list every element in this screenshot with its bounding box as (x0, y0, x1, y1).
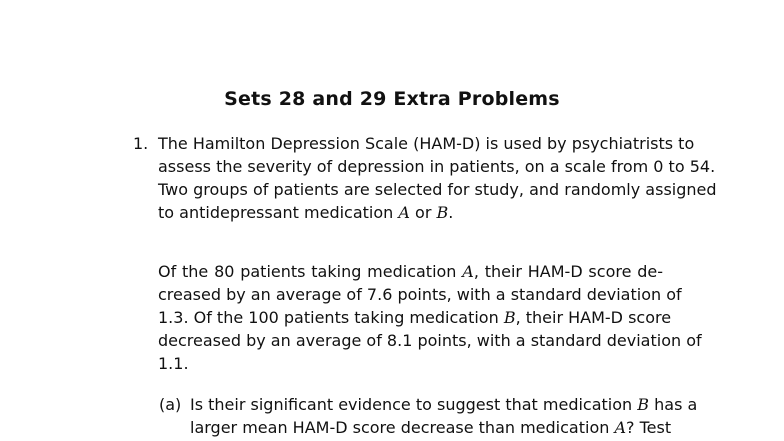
page-title: Sets 28 and 29 Extra Problems (224, 88, 560, 110)
data-line-1 (158, 262, 663, 282)
data-line-1-pre: Of the 80 patients taking medication (158, 262, 457, 281)
intro-line-4 (158, 203, 453, 223)
part-a-line-2-pre: larger mean HAM-D score decrease than medication (190, 418, 610, 437)
intro-period: . (448, 203, 454, 222)
variable-a: A (614, 418, 627, 437)
variable-a: A (398, 203, 410, 222)
intro-line-4-text: to antidepressant medication (158, 203, 394, 222)
intro-line-2: assess the severity of depression in patients, on a scale from 0 to 54. (158, 157, 716, 176)
intro-line-3: Two groups of patients are selected for study, and randomly assigned (158, 180, 717, 199)
part-a-line-2 (190, 418, 672, 438)
data-line-3 (158, 308, 672, 328)
variable-b: B (436, 203, 449, 222)
data-line-3-post: , their HAM-D score (515, 308, 672, 327)
part-a-label: (a) (159, 395, 182, 414)
variable-b: B (637, 395, 650, 414)
intro-or: or (415, 203, 432, 222)
variable-b: B (503, 308, 516, 327)
part-a-line-1-post: has a (654, 395, 698, 414)
variable-a: A (462, 262, 474, 281)
data-line-5: 1.1. (158, 354, 189, 373)
problem-number: 1. (133, 134, 149, 153)
data-line-2: creased by an average of 7.6 points, with a standard deviation of (158, 285, 682, 304)
intro-line-1: The Hamilton Depression Scale (HAM-D) is used by psychiatrists to (158, 134, 695, 153)
part-a-line-1 (190, 395, 698, 415)
data-line-3-pre: 1.3. Of the 100 patients taking medication (158, 308, 499, 327)
part-a-line-2-post: ? Test (626, 418, 672, 437)
part-a-line-1-pre: Is their significant evidence to suggest that medication (190, 395, 633, 414)
data-line-1-post: , their HAM-D score de- (473, 262, 663, 281)
data-line-4: decreased by an average of 8.1 points, with a standard deviation of (158, 331, 702, 350)
